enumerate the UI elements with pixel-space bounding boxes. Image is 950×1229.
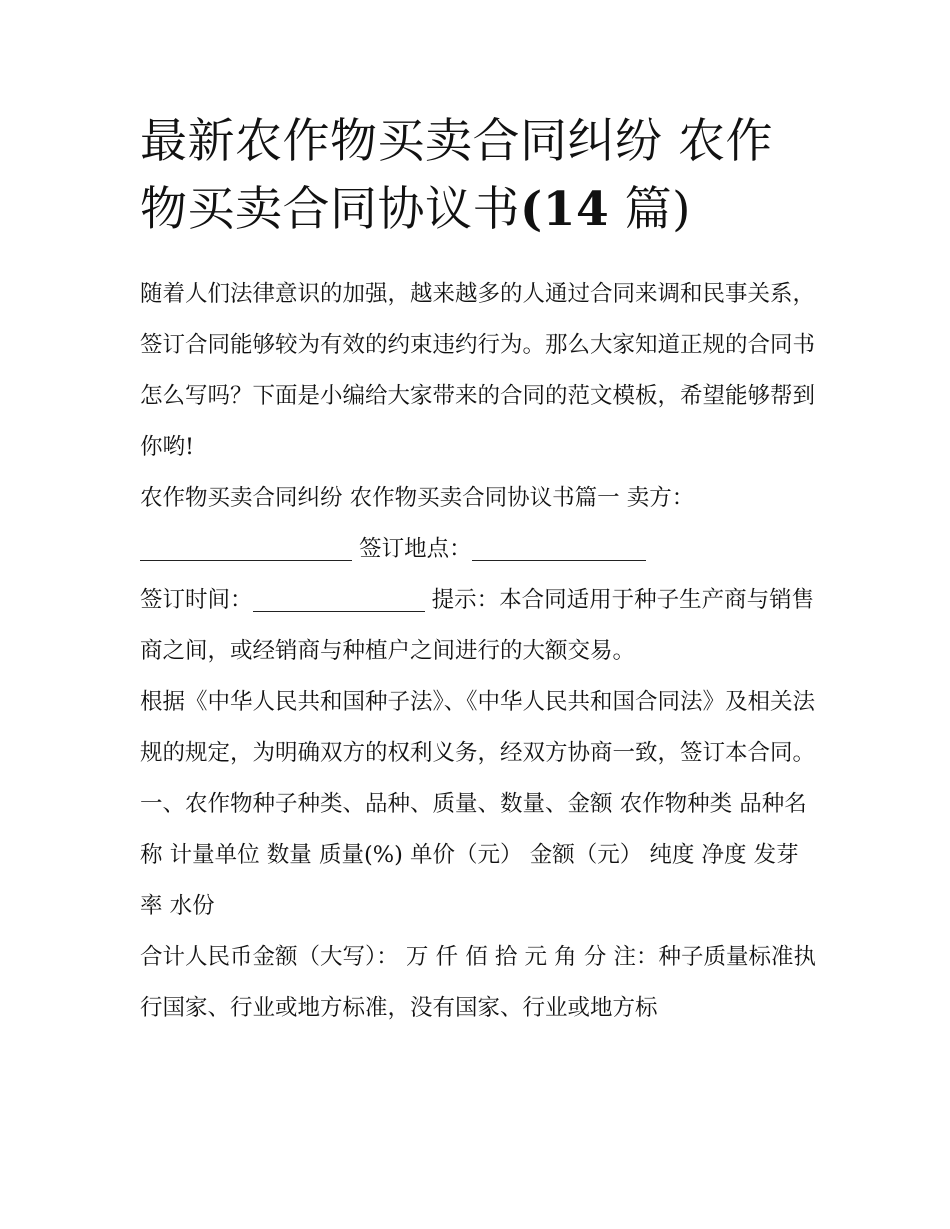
section-heading: 农作物买卖合同纠纷 农作物买卖合同协议书篇一 卖方： bbox=[140, 485, 695, 511]
sign-place-line bbox=[140, 524, 820, 575]
total-amount-paragraph: 合计人民币金额（大写）： 万 仟 佰 拾 元 角 分 注：种子质量标准执行国家、行业或地方标准，没有国家、行业或地方标 bbox=[140, 944, 816, 1021]
sign-time-paragraph bbox=[140, 575, 820, 677]
intro-paragraph: 随着人们法律意识的加强，越来越多的人通过合同来调和民事关系，签订合同能够较为有效的约束违约行为。那么大家知道正规的合同书怎么写吗？下面是小编给大家带来的合同的范文模板，希望能够帮到你哟! bbox=[140, 281, 816, 460]
document-body bbox=[140, 108, 820, 1034]
clause-one-paragraph: 一、农作物种子种类、品种、质量、数量、金额 农作物种类 品种名称 计量单位 数量 质量(%) 单价（元） 金额（元） 纯度 净度 发芽率 水份 bbox=[140, 791, 807, 919]
hint-text: 提示：本合同适用于种子生产商与销售商之间，或经销商与种植户之间进行的大额交易。 bbox=[140, 587, 815, 664]
document-title bbox=[140, 108, 820, 244]
title-suffix: 篇) bbox=[609, 182, 691, 237]
seller-blank bbox=[140, 560, 352, 561]
sign-place-label: 签订地点： bbox=[352, 536, 472, 562]
sign-time-blank bbox=[253, 611, 425, 612]
title-count: (14 bbox=[520, 182, 610, 237]
title-text: 最新农作物买卖合同纠纷 农作物买卖合同协议书 bbox=[140, 114, 773, 237]
sign-time-label: 签订时间： bbox=[140, 587, 253, 613]
sign-place-blank bbox=[472, 560, 646, 561]
legal-basis-paragraph: 根据《中华人民共和国种子法》、《中华人民共和国合同法》及相关法规的规定，为明确双方的权利义务，经双方协商一致，签订本合同。 bbox=[140, 689, 816, 766]
